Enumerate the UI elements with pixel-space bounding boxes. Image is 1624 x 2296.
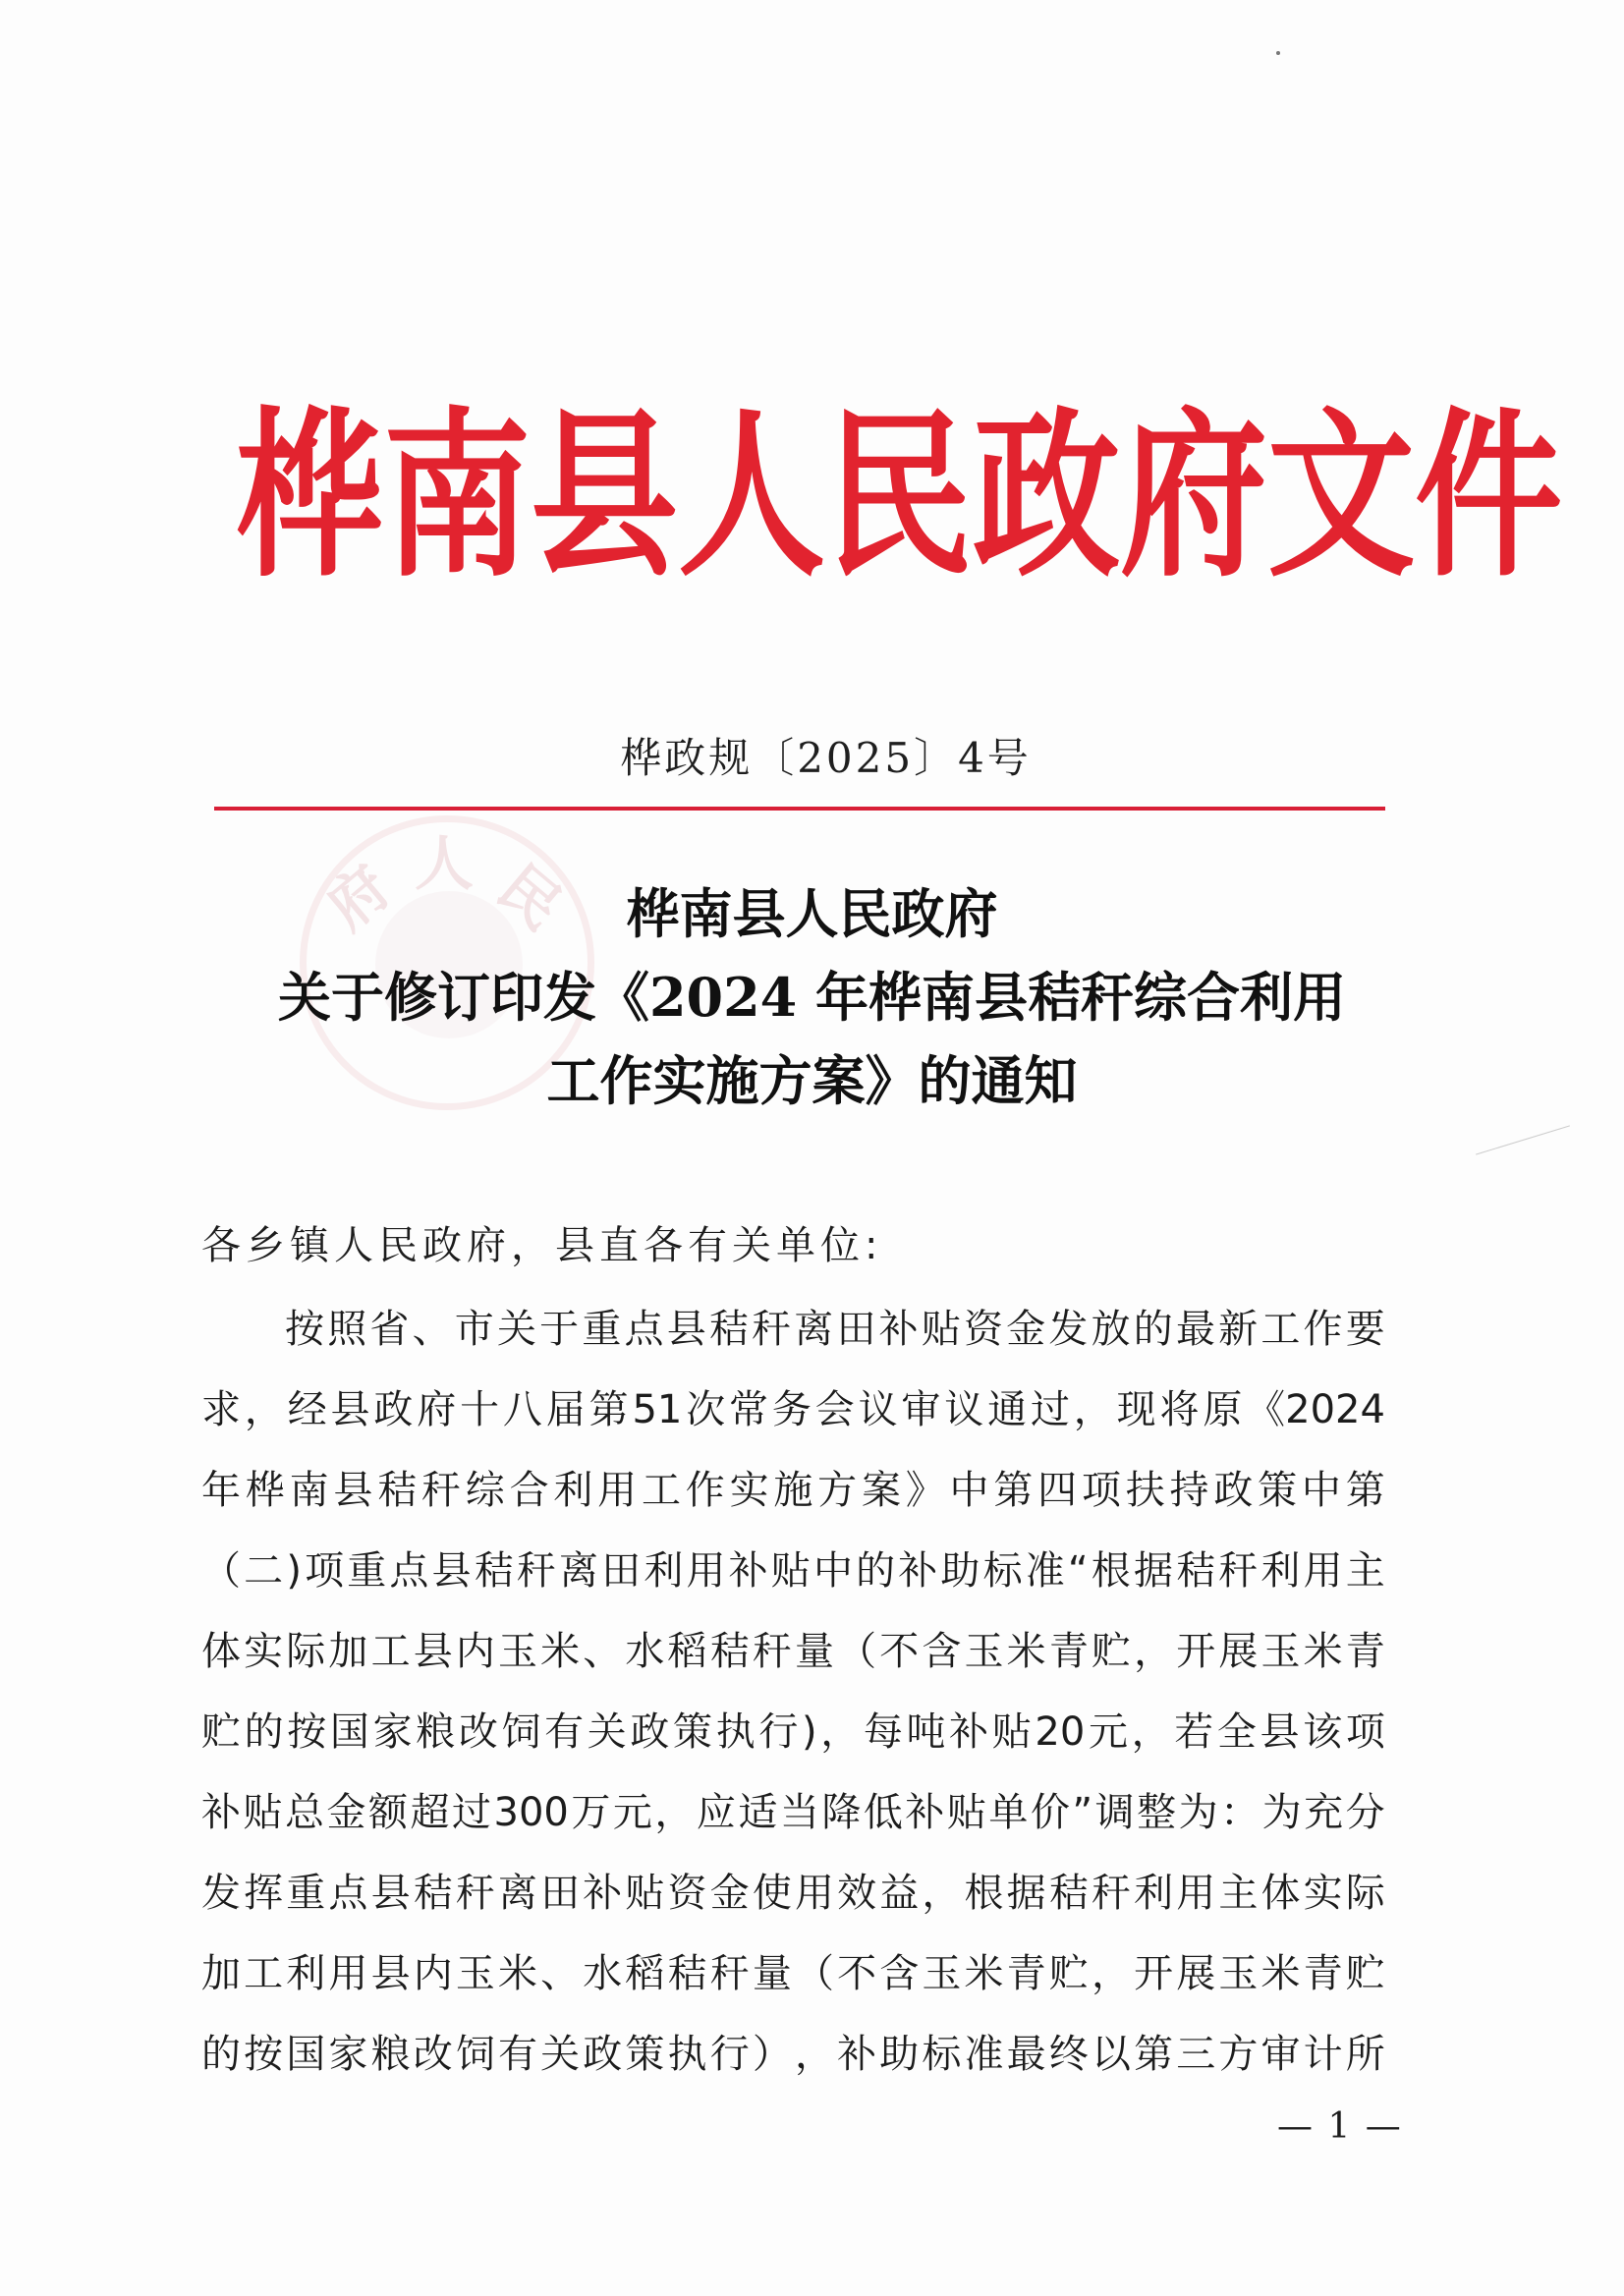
body-line: 发 挥 重 点 县 秸 秆 离 田 补 贴 资 金 使 用 效 益 ， 根 据 秸 秆 利 用 主 体 实 际 xyxy=(201,1871,1385,1916)
body-line: 求 ， 经 县 政 府 十 八 届 第 51 次 常 务 会 议 审 议 通 过 ， 现 将 原 《2024 xyxy=(201,1387,1385,1432)
masthead-char: 民 xyxy=(825,390,974,602)
body-line: （ 二 ) 项 重 点 县 秸 秆 离 田 利 用 补 贴 中 的 补 助 标 准 “ 根 据 秸 秆 利 用 主 xyxy=(201,1548,1385,1594)
document-title-line-3: 工作实施方案》的通知 xyxy=(546,1049,1078,1112)
document-title-line-1: 桦南县人民政府 xyxy=(626,882,998,945)
seal-char: 民 xyxy=(484,852,575,943)
body-line: 补 贴 总 金 额 超 过 300 万 元 ， 应 适 当 降 低 补 贴 单 价 ” 调 整 为 ： 为 充 分 xyxy=(201,1790,1385,1835)
red-separator-line xyxy=(214,807,1385,811)
page-number: — 1 — xyxy=(1277,2106,1403,2147)
body-line: 加 工 利 用 县 内 玉 米 、 水 稻 秸 秆 量 （ 不 含 玉 米 青 贮 ， 开 展 玉 米 青 贮 xyxy=(201,1951,1385,1996)
salutation: 各乡镇人民政府，县直各有关单位: xyxy=(201,1223,883,1268)
masthead-char: 件 xyxy=(1415,390,1563,602)
seal-char: 府 xyxy=(313,852,404,943)
body-line: 年 桦 南 县 秸 秆 综 合 利 用 工 作 实 施 方 案 》 中 第 四 项 扶 持 政 策 中 第 xyxy=(201,1468,1385,1513)
body-line: 体 实 际 加 工 县 内 玉 米 、 水 稻 秸 秆 量 （ 不 含 玉 米 青 贮 ， 开 展 玉 米 青 xyxy=(201,1629,1385,1674)
masthead-char: 南 xyxy=(383,390,532,602)
document-title-line-2: 关于修订印发《2024 年桦南县秸秆综合利用 xyxy=(277,966,1347,1029)
document-number xyxy=(0,729,1624,788)
scan-speck xyxy=(1276,51,1280,55)
masthead-char: 政 xyxy=(973,390,1121,602)
document-number-text: 桦政规〔2025〕4号 xyxy=(620,734,1032,782)
masthead-char: 人 xyxy=(678,390,826,602)
document-masthead xyxy=(236,390,1563,602)
body-line: 按 照 省 、 市 关 于 重 点 县 秸 秆 离 田 补 贴 资 金 发 放 的 最 新 工 作 要 xyxy=(285,1307,1385,1352)
body-line: 贮 的 按 国 家 粮 改 饲 有 关 政 策 执 行 ) ， 每 吨 补 贴 20 元 ， 若 全 县 该 项 xyxy=(201,1709,1385,1755)
body-line: 的 按 国 家 粮 改 饲 有 关 政 策 执 行 ） ， 补 助 标 准 最 终 以 第 三 方 审 计 所 xyxy=(201,2032,1385,2077)
seal-char: 人 xyxy=(415,830,474,899)
masthead-char: 文 xyxy=(1267,390,1416,602)
masthead-char: 桦 xyxy=(236,390,384,602)
masthead-char: 府 xyxy=(1120,390,1268,602)
masthead-char: 县 xyxy=(531,390,679,602)
scan-scratch xyxy=(1476,1125,1570,1154)
